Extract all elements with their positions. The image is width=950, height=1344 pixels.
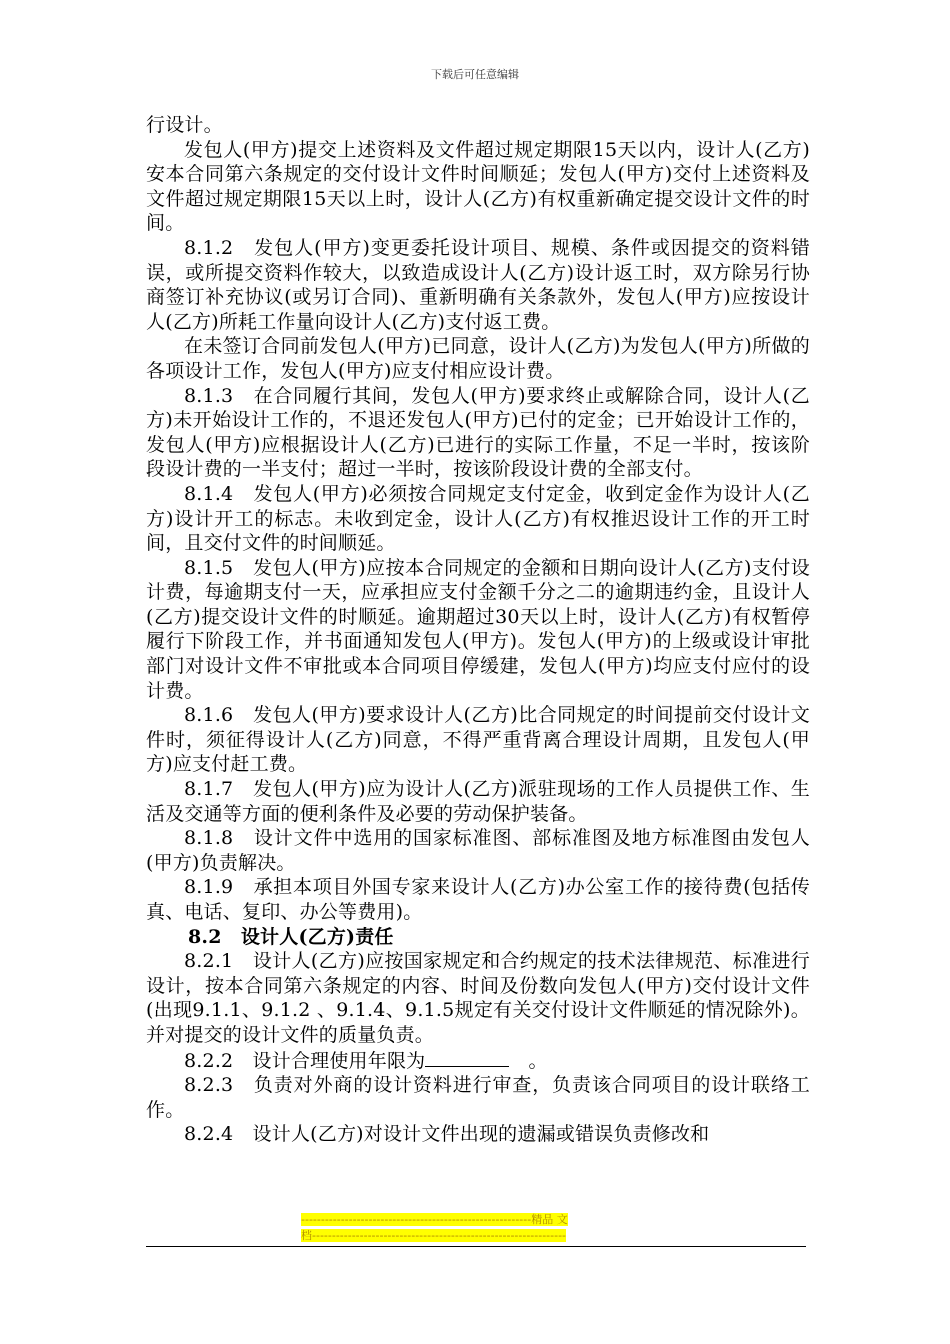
footer-divider — [146, 1246, 806, 1247]
clause-8-2-2-end: 。 — [509, 1049, 548, 1072]
paragraph: 发包人(甲方)提交上述资料及文件超过规定期限15天以内，设计人(乙方)安本合同第六条规定的交付设计文件时间顺延；发包人(甲方)交付上述资料及文件超过规定期限15天以上时，设计人(乙方)有权重新确定提交设计文件的时间。 — [146, 138, 810, 235]
paragraph: 行设计。 — [146, 114, 223, 136]
clause-8-2-4: 8.2.4 设计人(乙方)对设计文件出现的遗漏或错误负责修改和 — [184, 1123, 710, 1146]
clause-8-1-4: 8.1.4 发包人(甲方)必须按合同规定支付定金，收到定金作为设计人(乙方)设计开工的标志。未收到定金，设计人(乙方)有权推迟设计工作的开工时间，且交付文件的时间顺延。 — [146, 482, 810, 555]
clause-8-1-3: 8.1.3 在合同履行其间，发包人(甲方)要求终止或解除合同，设计人(乙方)未开始设计工作的，不退还发包人(甲方)已付的定金；已开始设计工作的，发包人(甲方)应根据设计人(乙方)已进行的实际工作量，不足一半时，按该阶段设计费的一半支付；超过一半时，按该阶段设计费的全部支付。 — [146, 384, 810, 481]
clause-8-1-2: 8.1.2 发包人(甲方)变更委托设计项目、规模、条件或因提交的资料错误，或所提交资料作较大，以致造成设计人(乙方)设计返工时，双方除另行协商签订补充协议(或另订合同)、重新明确有关条款外，发包人(甲方)应按设计人(乙方)所耗工作量向设计人(乙方)支付返工费。 — [146, 236, 810, 333]
footer-line-2: 档---------------------------------------------------------------- — [301, 1229, 567, 1242]
blank-underline — [425, 1048, 509, 1067]
clause-8-2-1: 8.2.1 设计人(乙方)应按国家规定和合约规定的技术法律规范、标准进行设计，按本合同第六条规定的内容、时间及份数向发包人(甲方)交付设计文件(出现9.1.1、9.1.2 、9.1.4、9.1.5规定有关交付设计文件顺延的情况除外)。并对提交的设计文件的质量负责。 — [146, 950, 810, 1046]
page-header: 下载后可任意编辑 — [431, 68, 519, 81]
clause-8-1-7: 8.1.7 发包人(甲方)应为设计人(乙方)派驻现场的工作人员提供工作、生活及交通等方面的便利条件及必要的劳动保护装备。 — [146, 778, 810, 825]
footer-line-1: ----------------------------------------------------------精品 文 — [301, 1213, 568, 1226]
paragraph: 在未签订合同前发包人(甲方)已同意，设计人(乙方)为发包人(甲方)所做的各项设计工作，发包人(甲方)应支付相应设计费。 — [146, 335, 810, 382]
clause-8-1-6: 8.1.6 发包人(甲方)要求设计人(乙方)比合同规定的时间提前交付设计文件时，须征得设计人(乙方)同意，不得严重背离合理设计周期，且发包人(甲方)应支付赶工费。 — [146, 704, 810, 776]
document-body — [146, 113, 810, 1147]
clause-8-2-2-text: 8.2.2 设计合理使用年限为 — [184, 1049, 426, 1072]
clause-8-2-2 — [146, 1048, 810, 1074]
clause-8-1-5: 8.1.5 发包人(甲方)应按本合同规定的金额和日期向设计人(乙方)支付设计费，每逾期支付一天，应承担应支付金额千分之二的逾期违约金，且设计人(乙方)提交设计文件的时顺延。逾期超过30天以上时，设计人(乙方)有权暂停履行下阶段工作，并书面通知发包人(甲方)。发包人(甲方)的上级或设计审批部门对设计文件不审批或本合同项目停缓建，发包人(甲方)均应支付应付的设计费。 — [146, 556, 810, 702]
clause-8-2-3: 8.2.3 负责对外商的设计资料进行审查，负责该合同项目的设计联络工作。 — [146, 1074, 810, 1121]
section-heading: 8.2 设计人(乙方)责任 — [188, 925, 394, 948]
footer-watermark — [301, 1212, 649, 1244]
clause-8-1-8: 8.1.8 设计文件中选用的国家标准图、部标准图及地方标准图由发包人(甲方)负责解决。 — [146, 827, 810, 874]
clause-8-1-9: 8.1.9 承担本项目外国专家来设计人(乙方)办公室工作的接待费(包括传真、电话、复印、办公等费用)。 — [146, 876, 810, 923]
